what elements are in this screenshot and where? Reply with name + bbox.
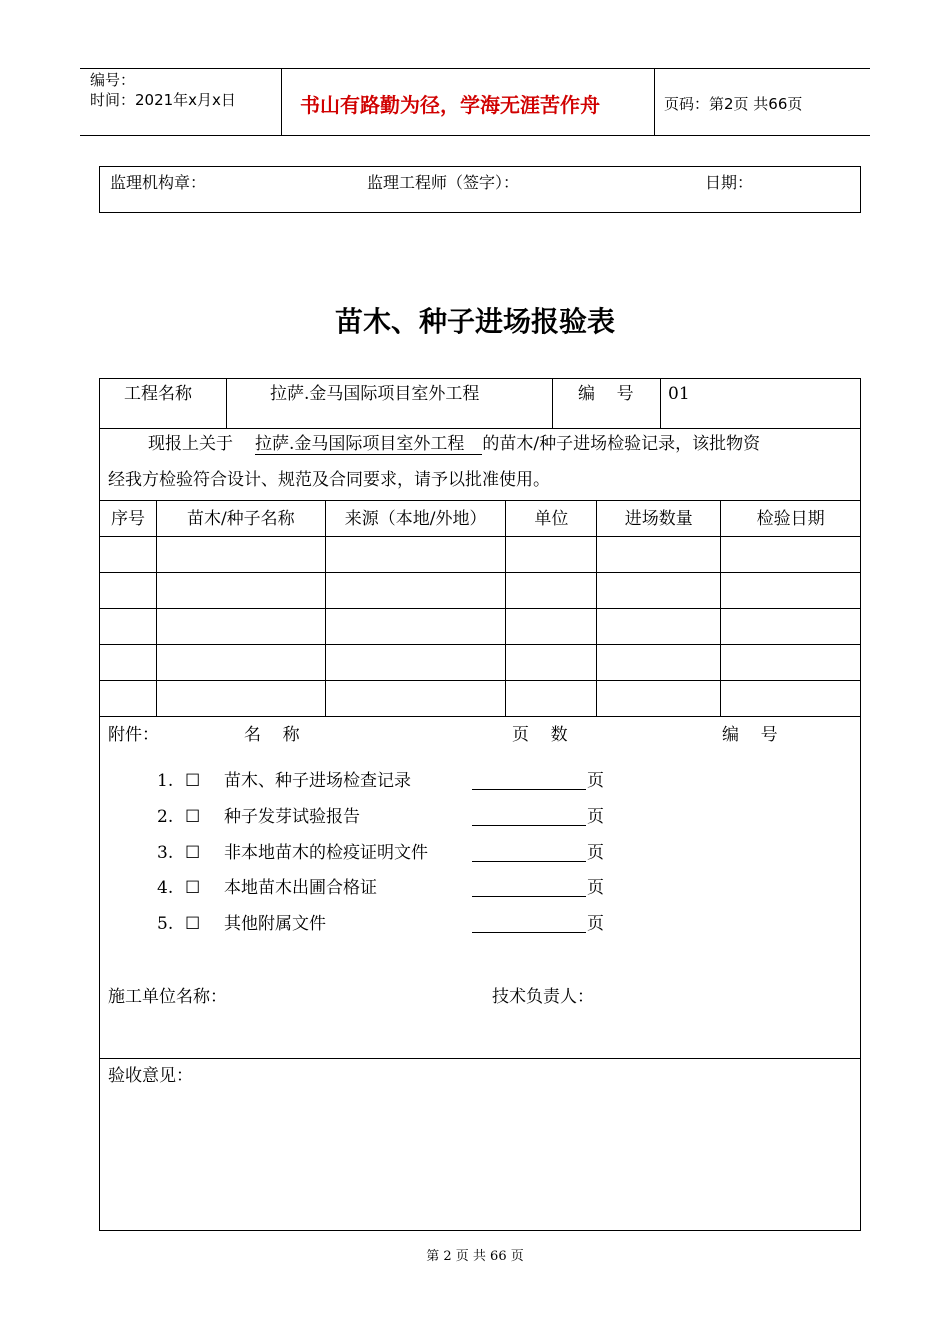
table-cell[interactable] xyxy=(100,681,157,717)
header-motto: 书山有路勤为径，学海无涯苦作舟 xyxy=(300,93,600,117)
declaration-prefix: 现报上关于 xyxy=(148,434,233,454)
checkbox-icon[interactable]: ☐ xyxy=(185,771,201,791)
attachment-pages-blank[interactable] xyxy=(472,913,586,933)
table-cell[interactable] xyxy=(100,645,157,681)
table-cell[interactable] xyxy=(325,681,506,717)
table-cell[interactable] xyxy=(721,573,861,609)
header-page-info: 页码：第2页 共66页 xyxy=(664,95,803,113)
header-top-rule xyxy=(80,68,870,69)
table-cell[interactable] xyxy=(156,573,325,609)
table-cell[interactable] xyxy=(325,537,506,573)
table-cell[interactable] xyxy=(506,537,597,573)
attachment-index: 5. xyxy=(157,914,174,934)
table-cell[interactable] xyxy=(100,573,157,609)
project-number-value: 01 xyxy=(668,384,690,404)
table-row xyxy=(100,645,861,681)
attachment-pages-blank[interactable] xyxy=(472,842,586,862)
contractor-label: 施工单位名称： xyxy=(108,987,227,1007)
header-number-label: 编号： xyxy=(90,71,136,89)
table-cell[interactable] xyxy=(325,645,506,681)
table-cell[interactable] xyxy=(597,681,721,717)
attachment-name: 种子发芽试验报告 xyxy=(224,807,360,827)
project-name-label: 工程名称 xyxy=(124,384,192,404)
table-row xyxy=(100,537,861,573)
table-row xyxy=(100,681,861,717)
declaration-line2: 经我方检验符合设计、规范及合同要求，请予以批准使用。 xyxy=(108,470,550,490)
checkbox-icon[interactable]: ☐ xyxy=(185,914,201,934)
table-cell[interactable] xyxy=(325,609,506,645)
table-cell[interactable] xyxy=(721,681,861,717)
project-divider-3 xyxy=(660,378,661,428)
checkbox-icon[interactable]: ☐ xyxy=(185,878,201,898)
table-cell[interactable] xyxy=(325,573,506,609)
attachment-name: 本地苗木出圃合格证 xyxy=(224,878,377,898)
header-time-label: 时间：2021年x月x日 xyxy=(90,91,236,109)
attachment-page-unit: 页 xyxy=(587,914,604,934)
attachment-pages-blank[interactable] xyxy=(472,806,586,826)
attachments-bottom xyxy=(99,1058,861,1059)
attachment-name: 非本地苗木的检疫证明文件 xyxy=(224,843,428,863)
page-title: 苗木、种子进场报验表 xyxy=(334,305,615,338)
table-cell[interactable] xyxy=(156,645,325,681)
table-cell[interactable] xyxy=(156,537,325,573)
table-cell[interactable] xyxy=(100,537,157,573)
table-cell[interactable] xyxy=(100,609,157,645)
attachment-name: 其他附属文件 xyxy=(224,914,326,934)
table-row xyxy=(100,609,861,645)
header-cell-source: 来源（本地/外地） xyxy=(325,501,506,537)
supervision-engineer-sign: 监理工程师（签字）： xyxy=(367,173,520,192)
table-cell[interactable] xyxy=(156,609,325,645)
attachment-page-unit: 页 xyxy=(587,807,604,827)
attachment-index: 2. xyxy=(157,807,174,827)
project-divider-1 xyxy=(226,378,227,428)
table-cell[interactable] xyxy=(156,681,325,717)
checkbox-icon[interactable]: ☐ xyxy=(185,807,201,827)
attachment-page-unit: 页 xyxy=(587,771,604,791)
attachment-pages-blank[interactable] xyxy=(472,770,586,790)
tech-lead-label: 技术负责人： xyxy=(492,987,594,1007)
header-bottom-rule xyxy=(80,135,870,136)
checkbox-icon[interactable]: ☐ xyxy=(185,843,201,863)
attachment-index: 4. xyxy=(157,878,174,898)
header-cell-name: 苗木/种子名称 xyxy=(156,501,325,537)
page-footer: 第 2 页 共 66 页 xyxy=(426,1249,524,1264)
table-cell[interactable] xyxy=(597,645,721,681)
supervision-date: 日期： xyxy=(705,173,754,192)
header-cell-index: 序号 xyxy=(100,501,157,537)
table-cell[interactable] xyxy=(597,573,721,609)
attachment-pages-blank[interactable] xyxy=(472,877,586,897)
header-cell-unit: 单位 xyxy=(506,501,597,537)
attachments-col-pages: 页 数 xyxy=(512,725,568,745)
attachment-index: 3. xyxy=(157,843,174,863)
declaration-line1 xyxy=(148,433,760,455)
declaration-suffix: 的苗木/种子进场检验记录，该批物资 xyxy=(482,434,761,454)
table-cell[interactable] xyxy=(506,645,597,681)
attachments-col-number: 编 号 xyxy=(722,725,778,745)
table-cell[interactable] xyxy=(597,537,721,573)
table-cell[interactable] xyxy=(506,609,597,645)
header-divider-left xyxy=(281,68,282,135)
attachment-page-unit: 页 xyxy=(587,843,604,863)
project-name-value: 拉萨.金马国际项目室外工程 xyxy=(270,384,480,404)
attachment-index: 1. xyxy=(157,771,174,791)
project-number-label: 编 号 xyxy=(578,384,634,404)
attachment-name: 苗木、种子进场检查记录 xyxy=(224,771,411,791)
header-cell-quantity: 进场数量 xyxy=(597,501,721,537)
table-cell[interactable] xyxy=(721,645,861,681)
declaration-project: 拉萨.金马国际项目室外工程 xyxy=(255,434,482,455)
project-row-bottom xyxy=(99,428,861,429)
table-cell[interactable] xyxy=(721,537,861,573)
table-cell[interactable] xyxy=(721,609,861,645)
supervision-org-seal: 监理机构章： xyxy=(110,173,207,192)
attachment-page-unit: 页 xyxy=(587,878,604,898)
table-cell[interactable] xyxy=(506,681,597,717)
materials-header-row xyxy=(100,501,861,537)
table-row xyxy=(100,573,861,609)
header-divider-right xyxy=(654,68,655,135)
table-cell[interactable] xyxy=(597,609,721,645)
table-cell[interactable] xyxy=(506,573,597,609)
header-cell-date: 检验日期 xyxy=(721,501,861,537)
materials-table xyxy=(99,500,861,717)
acceptance-label: 验收意见： xyxy=(108,1066,193,1086)
project-divider-2 xyxy=(552,378,553,428)
attachments-col-name: 名 称 xyxy=(244,725,300,745)
attachments-label: 附件： xyxy=(108,725,159,745)
